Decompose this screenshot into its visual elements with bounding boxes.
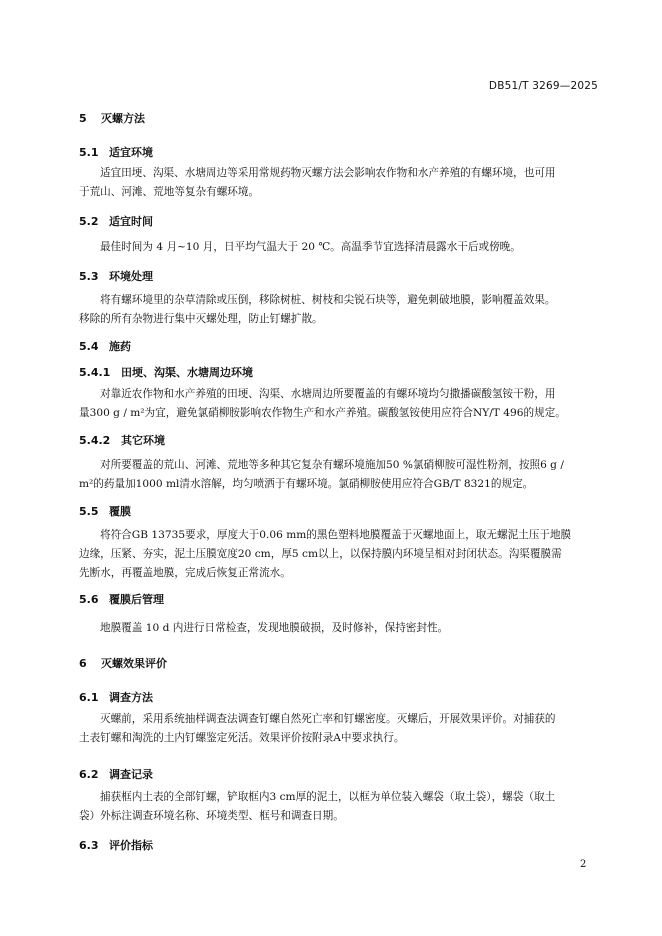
heading-title: 灭螺方法 bbox=[101, 112, 145, 125]
heading-5-4 bbox=[79, 338, 131, 354]
paragraph-line: 对靠近农作物和水产养殖的田埂、沟渠、水塘周边所要覆盖的有螺环境均匀撒播碳酸氢铵干粉，用 bbox=[100, 388, 556, 400]
paragraph-line: 灭螺前，采用系统抽样调查法调查钉螺自然死亡率和钉螺密度。灭螺后，开展效果评价。对捕获的 bbox=[100, 713, 556, 725]
heading-number: 5.5 bbox=[79, 505, 99, 518]
paragraph-5-4-1 bbox=[79, 385, 599, 423]
heading-title: 环境处理 bbox=[109, 270, 153, 283]
paragraph-line: 捕获框内土表的全部钉螺，铲取框内3 cm厚的泥土，以框为单位装入螺袋（取土袋），螺袋（取土 bbox=[100, 791, 556, 803]
paragraph-line: 量300 g / m²为宜，避免氯硝柳胺影响农作物生产和水产养殖。碳酸氢铵使用应符合NY/T 496的规定。 bbox=[79, 407, 566, 419]
heading-number: 5.6 bbox=[79, 593, 99, 606]
heading-title: 施药 bbox=[109, 340, 131, 353]
paragraph-line: m²的药量加1000 ml清水溶解，均匀喷洒于有螺环境。氯硝柳胺使用应符合GB/T 8321的规定。 bbox=[79, 478, 534, 490]
paragraph-5-2 bbox=[79, 238, 599, 257]
heading-5-3 bbox=[79, 268, 153, 284]
heading-number: 6.1 bbox=[79, 691, 99, 704]
paragraph-5-1 bbox=[79, 164, 599, 202]
heading-5-5 bbox=[79, 503, 131, 519]
heading-5-6 bbox=[79, 591, 164, 607]
heading-5-4-1 bbox=[79, 364, 253, 380]
heading-6-1 bbox=[79, 689, 153, 705]
paragraph-6-2 bbox=[79, 788, 599, 826]
heading-title: 灭螺效果评价 bbox=[101, 657, 167, 670]
document-id-header: DB51/T 3269—2025 bbox=[488, 80, 598, 92]
heading-title: 调查方法 bbox=[109, 691, 153, 704]
paragraph-line: 最佳时间为 4 月~10 月，日平均气温大于 20 ℃。高温季节宜选择清晨露水干后或傍晚。 bbox=[100, 241, 521, 253]
paragraph-line: 先断水，再覆盖地膜，完成后恢复正常流水。 bbox=[79, 567, 291, 579]
heading-6-2 bbox=[79, 766, 153, 782]
heading-title: 评价指标 bbox=[109, 839, 153, 852]
heading-5-2 bbox=[79, 213, 153, 229]
heading-number: 5.4.1 bbox=[79, 366, 111, 379]
paragraph-6-1 bbox=[79, 710, 599, 748]
paragraph-line: 适宜田埂、沟渠、水塘周边等采用常规药物灭螺方法会影响农作物和水产养殖的有螺环境，也可用 bbox=[100, 167, 556, 179]
heading-5 bbox=[79, 110, 145, 126]
heading-number: 5.3 bbox=[79, 270, 99, 283]
paragraph-5-5 bbox=[79, 526, 599, 583]
heading-number: 5.2 bbox=[79, 215, 99, 228]
paragraph-5-3 bbox=[79, 291, 599, 329]
heading-5-4-2 bbox=[79, 432, 165, 448]
heading-number: 6.2 bbox=[79, 768, 99, 781]
heading-title: 调查记录 bbox=[109, 768, 153, 781]
heading-number: 5.4.2 bbox=[79, 434, 111, 447]
paragraph-line: 对所要覆盖的荒山、河滩、荒地等多种其它复杂有螺环境施加50 %氯硝柳胺可湿性粉剂，按照6 g / bbox=[100, 459, 564, 471]
heading-number: 6.3 bbox=[79, 839, 99, 852]
paragraph-5-4-2 bbox=[79, 456, 599, 494]
paragraph-line: 边缘，压紧、夯实，泥土压膜宽度20 cm，厚5 cm以上，以保持膜内环境呈相对封闭状态。沟渠覆膜需 bbox=[79, 548, 562, 560]
paragraph-line: 土表钉螺和淘洗的土内钉螺鉴定死活。效果评价按附录A中要求执行。 bbox=[79, 732, 405, 744]
heading-title: 适宜环境 bbox=[109, 146, 153, 159]
heading-number: 5.1 bbox=[79, 146, 99, 159]
heading-title: 覆膜后管理 bbox=[109, 593, 164, 606]
paragraph-line: 将符合GB 13735要求，厚度大于0.06 mm的黑色塑料地膜覆盖于灭螺地面上，取无螺泥土压于地膜 bbox=[100, 529, 572, 541]
paragraph-line: 于荒山、河滩、荒地等复杂有螺环境。 bbox=[79, 186, 260, 198]
paragraph-line: 移除的所有杂物进行集中灭螺处理，防止钉螺扩散。 bbox=[79, 313, 323, 325]
heading-number: 5 bbox=[79, 112, 87, 125]
heading-title: 覆膜 bbox=[109, 505, 131, 518]
paragraph-5-6 bbox=[79, 619, 599, 638]
heading-6-3 bbox=[79, 837, 153, 853]
heading-number: 6 bbox=[79, 657, 87, 670]
heading-title: 其它环境 bbox=[121, 434, 165, 447]
paragraph-line: 地膜覆盖 10 d 内进行日常检查，发现地膜破损，及时修补，保持密封性。 bbox=[100, 622, 449, 634]
paragraph-line: 袋）外标注调查环境名称、环境类型、框号和调查日期。 bbox=[79, 810, 344, 822]
paragraph-line: 将有螺环境里的杂草清除或压倒，移除树桩、树枝和尖锐石块等，避免刺破地膜，影响覆盖效果。 bbox=[100, 294, 556, 306]
heading-number: 5.4 bbox=[79, 340, 99, 353]
heading-5-1 bbox=[79, 144, 153, 160]
heading-title: 适宜时间 bbox=[109, 215, 153, 228]
page-number: 2 bbox=[580, 859, 587, 870]
heading-title: 田埂、沟渠、水塘周边环境 bbox=[121, 366, 253, 379]
heading-6 bbox=[79, 655, 167, 671]
